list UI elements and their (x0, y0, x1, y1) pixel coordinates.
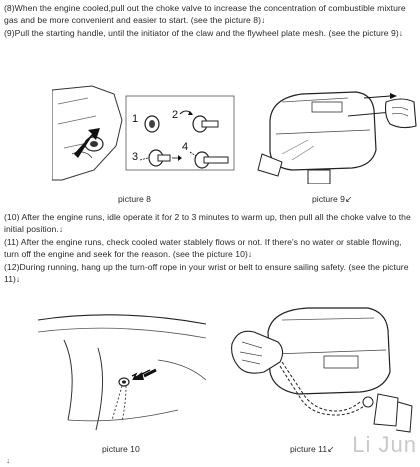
paragraph-8: (8)When the engine cooled,pull out the choke valve to increase the concentration of combustible mixture gas and be more convenient and easier to start. (see the picture 8)↓ (4, 3, 406, 26)
step-number-1: 1 (132, 113, 139, 125)
picture-11-illustration (228, 302, 414, 436)
picture-8-illustration (52, 84, 238, 184)
picture-9-caption: picture 9↙ (312, 194, 353, 204)
watermark-text: Li Jun (352, 432, 417, 457)
paragraph-10: (10) After the engine runs, idle operate it for 2 to 3 minutes to warm up, then pull all the choke valve to the initial position.↓ (4, 212, 411, 235)
paragraph-12: (12)During running, hang up the turn-off rope in your wrist or belt to ensure sailing safety. (see the picture 11)↓ (4, 262, 409, 285)
picture-11-caption: picture 11↙ (290, 444, 335, 454)
step-number-3: 3 (132, 151, 139, 163)
step-number-4: 4 (182, 141, 189, 153)
paragraph-11: (11) After the engine runs, check cooled water stablely flows or not. If there's no water or stable flowing, turn off the engine and seek for the reason. (see the picture 10)↓ (4, 237, 402, 260)
picture-10-illustration (38, 300, 208, 436)
paragraph-end-mark: ↓ (6, 456, 10, 465)
step-number-2: 2 (172, 109, 179, 121)
picture-10-caption: picture 10 (102, 444, 140, 454)
paragraph-9: (9)Pull the starting handle, until the initiator of the claw and the flywheel plate mesh. (see the picture 9)↓ (4, 28, 404, 38)
picture-9-illustration (252, 80, 418, 184)
picture-8-caption: picture 8 (118, 194, 151, 204)
